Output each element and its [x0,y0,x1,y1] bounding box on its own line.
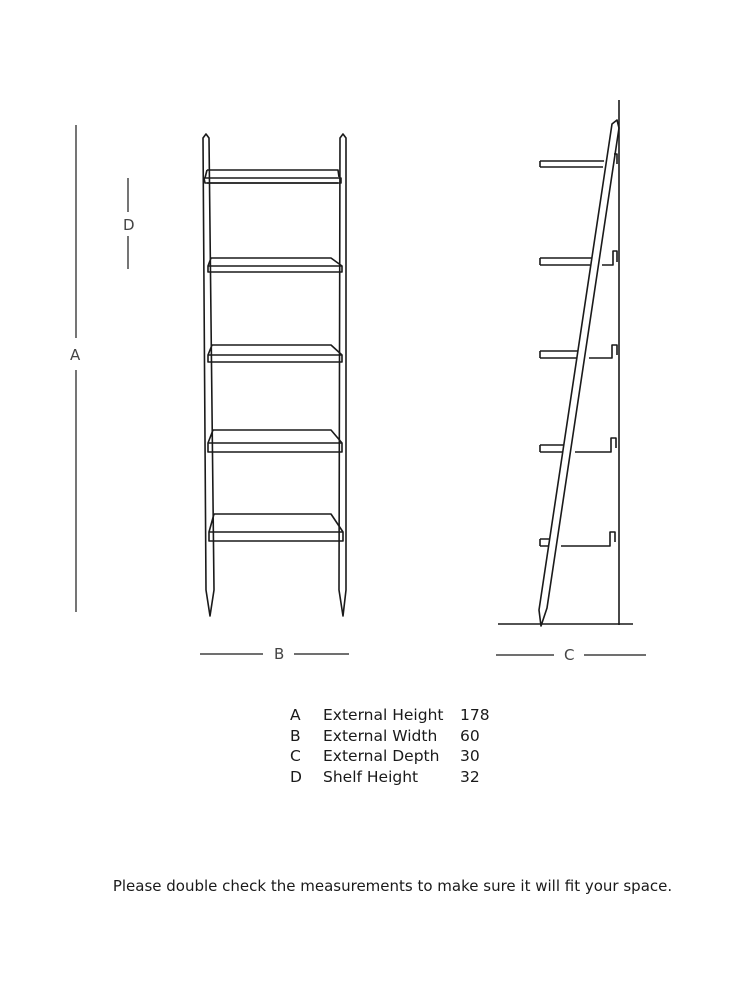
dimension-lines [76,125,646,655]
side-upright [539,120,619,626]
side-shelf [540,532,615,546]
dimension-row [290,767,490,788]
dimension-key: B [290,726,301,745]
front-left-upright [203,134,214,616]
dim-d-label: D [123,216,135,234]
dimension-name: External Width [323,726,438,745]
dimension-value: 32 [460,767,480,786]
dimension-key: D [290,767,302,786]
dimension-key: C [290,747,301,765]
front-right-upright [339,134,346,616]
front-view [203,134,346,616]
side-shelf [540,251,617,265]
front-shelf [209,514,343,541]
front-shelf [208,258,342,272]
dim-c-label: C [564,646,575,664]
dimensions-table [290,705,490,787]
front-shelf [204,170,341,183]
dimension-value: 60 [460,726,480,745]
front-shelf [208,345,342,362]
dimension-value: 178 [460,706,490,724]
dimension-row [290,726,490,747]
front-shelf [208,430,342,452]
dimension-name: External Depth [323,747,440,765]
dim-a-label: A [70,346,81,364]
dimension-name: Shelf Height [323,767,419,786]
side-shelf [540,438,616,452]
dimension-value: 30 [460,747,480,765]
dim-b-label: B [274,645,285,663]
dimension-name: External Height [323,706,444,724]
measurement-note: Please double check the measurements to make sure it will fit your space. [112,877,673,895]
dimension-row [290,746,490,767]
side-view [498,100,633,626]
dimension-row [290,705,490,726]
dimension-key: A [290,706,301,724]
